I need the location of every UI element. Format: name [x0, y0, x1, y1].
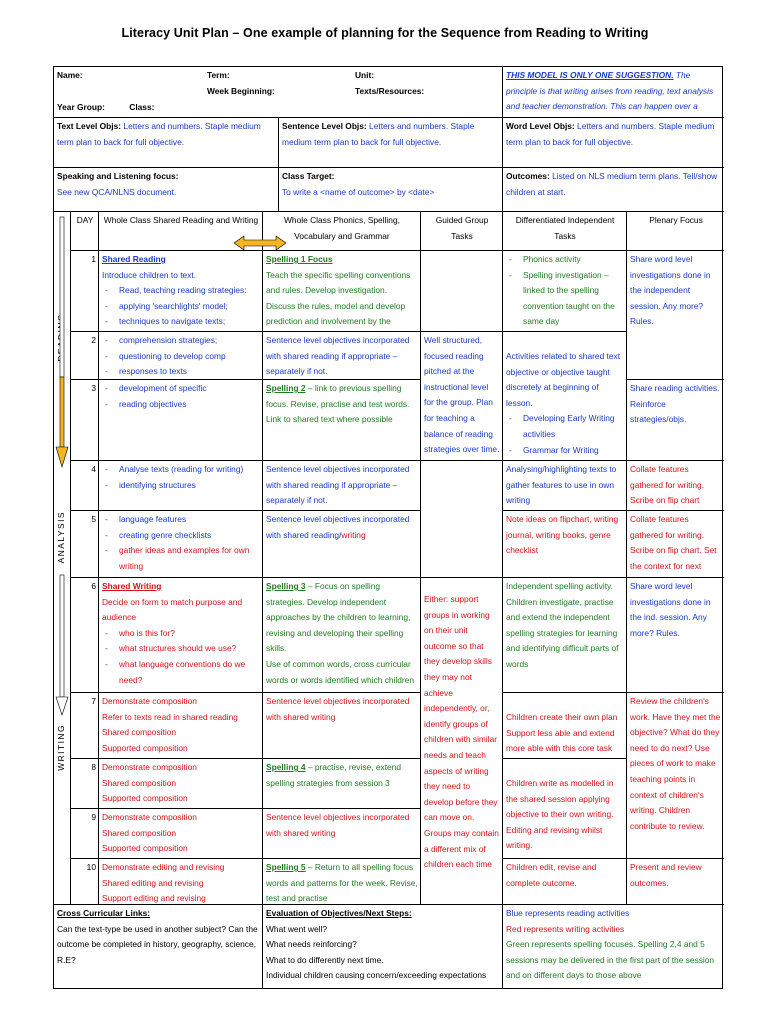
speaking-value: See new QCA/NLNS document. [57, 186, 177, 197]
list-item: - applying 'searchlights' model; [102, 299, 260, 315]
outcomes [502, 167, 724, 211]
list-item: - Read, teaching reading strategies: [102, 283, 260, 299]
spelling-1-title: Spelling 1 Focus [266, 254, 333, 264]
list-item: - Phonics activity [506, 252, 624, 268]
day-4-shared [98, 460, 262, 510]
text-level-label: Text Level Objs: [57, 121, 122, 131]
legend-blue: Blue represents reading activities [506, 908, 630, 918]
day-4-phonics: Sentence level objectives incorporated with shared reading if appropriate – separately if not. [262, 460, 420, 510]
spelling-4-title: Spelling 4 [266, 762, 306, 772]
list-item: - Developing Early Writing activities [506, 411, 624, 442]
spelling-3-title: Spelling 3 [266, 581, 306, 591]
day-2-number: 2 [70, 331, 98, 379]
writing-plenary: Review the children's work. Have they met the objective? What do they need to do next? Use pieces of work to make teaching points in context of children's writing. Children contribute to review. [626, 692, 724, 858]
day-9-shared: Demonstrate composition Shared composition Supported composition [98, 808, 262, 858]
day-3-shared [98, 379, 262, 460]
list-item: - Spelling investigation – linked to the spelling convention taught on the same day [506, 268, 624, 330]
guided-blank-analysis [420, 460, 502, 577]
evaluation-next-steps: Evaluation of Objectives/Next Steps: What went well? What needs reinforcing? What to do differently next time. Individual children causing concern/exceeding expectations [262, 904, 502, 988]
day-4-number: 4 [70, 460, 98, 510]
list-item: - who is this for? [102, 626, 260, 642]
shared-reading-title: Shared Reading [102, 254, 166, 264]
class-label: Class: [129, 102, 155, 112]
unit-field [352, 67, 502, 99]
list-item: - comprehension strategies; [102, 333, 260, 349]
year-group-field [54, 99, 354, 117]
name-label: Name: [57, 70, 83, 80]
sentence-level-value: Letters and numbers. Staple medium term plan to back for full objective. [282, 121, 475, 147]
list-item: - identifying structures [102, 478, 260, 494]
unit-label: Unit: [355, 70, 375, 80]
sentence-level-label: Sentence Level Objs: [282, 121, 367, 131]
day-10-phonics: Spelling 5 – Return to all spelling focus words and patterns for the week. Revise, test and practise [262, 858, 420, 904]
list-item: - responses to texts [102, 364, 260, 379]
day-4-independent: Analysing/highlighting texts to gather features to use in own writing [502, 460, 626, 510]
day-5-phonics: Sentence level objectives incorporated with shared reading/writing [262, 510, 420, 577]
day-1-number: 1 [70, 250, 98, 331]
phase-label-writing: WRITING [56, 723, 67, 771]
day-9-number: 9 [70, 808, 98, 858]
column-header-day: DAY [70, 211, 98, 250]
day-1-shared: Shared Reading Introduce children to text. - Read, teaching reading strategies: - applying 'searchlights' model; - techniques to navigate texts; [98, 250, 262, 331]
guided-writing-tasks: Either: support groups in working on their unit outcome so that they develop skills they may not achieve independently, or, identify groups of children with similar needs and teach aspects of writing they need to develop before they can move on. Groups may contain a different mix of children each time [420, 577, 502, 904]
day-1-2-plenary: Share word level investigations done in the independent session. Any more? Rules. [626, 250, 724, 379]
day-3-number: 3 [70, 379, 98, 460]
page-title: Literacy Unit Plan – One example of planning for the Sequence from Reading to Writing [121, 26, 649, 40]
word-level-value: Letters and numbers. Staple medium term plan to back for full objective. [506, 121, 715, 147]
word-level-label: Word Level Objs: [506, 121, 575, 131]
day-7-shared: Demonstrate composition Refer to texts read in shared reading Shared composition Supported composition [98, 692, 262, 758]
word-level-objectives [502, 117, 724, 167]
speaking-listening-focus [54, 167, 278, 211]
cross-curricular-links: Cross Curricular Links: Can the text-type be used in another subject? Can the outcome be completed in history, geography, science, R.E? [54, 904, 262, 988]
day-5-independent: Note ideas on flipchart, writing journal, writing books, genre checklist [502, 510, 626, 577]
day-7-number: 7 [70, 692, 98, 758]
model-note-text: The principle is that writing arises from reading, text analysis and teacher demonstration. This can happen over a [506, 70, 714, 112]
class-target [278, 167, 502, 211]
reading-down-arrow-icon [56, 217, 68, 467]
year-group-label: Year Group: [57, 102, 105, 112]
term-field [204, 67, 352, 99]
text-level-value: Letters and numbers. Staple medium term plan to back for full objective. [57, 121, 261, 147]
evaluation-title: Evaluation of Objectives/Next Steps: [266, 908, 412, 918]
week-beginning-label: Week Beginning: [207, 85, 275, 96]
spelling-2-title: Spelling 2 [266, 383, 306, 393]
speaking-label: Speaking and Listening focus: [57, 171, 179, 181]
spelling-5-title: Spelling 5 [266, 862, 306, 872]
texts-resources-label: Texts/Resources: [355, 85, 425, 96]
day-6-plenary: Share word level investigations done in the ind. session. Any more? Rules. [626, 577, 724, 692]
shared-writing-title: Shared Writing [102, 581, 162, 591]
phase-label-analysis: ANALYSIS [56, 510, 67, 564]
list-item: - gather ideas and examples for own writing [102, 543, 260, 574]
list-item: - reading objectives [102, 397, 260, 413]
list-item: - what language conventions do we need? [102, 657, 260, 688]
column-header-phonics: Whole Class Phonics, Spelling, Vocabulary and Grammar [262, 211, 420, 250]
day-8-phonics: Spelling 4 – practise, revise, extend spelling strategies from session 3 [262, 758, 420, 808]
model-note [502, 67, 724, 117]
day-2-shared [98, 331, 262, 379]
column-header-shared: Whole Class Shared Reading and Writing [98, 211, 262, 250]
class-target-value: To write a <name of outcome> by <date> [282, 186, 435, 197]
writing-down-arrow-icon [56, 575, 68, 715]
column-header-plenary: Plenary Focus [626, 211, 724, 250]
day-5-number: 5 [70, 510, 98, 577]
outcomes-label: Outcomes: [506, 171, 550, 181]
model-note-lead: THIS MODEL IS ONLY ONE SUGGESTION. [506, 70, 674, 80]
list-item: - development of specific [102, 381, 260, 397]
day-5-plenary: Collate features gathered for writing. Scribe on flip chart. Set the context for next [626, 510, 724, 577]
day-7-independent: Children create their own plan Support less able and extend more able with this core task [502, 692, 626, 758]
day-3-phonics: Spelling 2 – link to previous spelling focus. Revise, practise and test words. Link to shared text where possible [262, 379, 420, 460]
day-6-phonics: Spelling 3 – Focus on spelling strategies. Develop independent approaches by the children to learning, revising and developing their spelling skills. Use of common words, cross curricular words or words identified which children [262, 577, 420, 692]
day-4-plenary: Collate features gathered for writing. Scribe on flip chart [626, 460, 724, 510]
legend-green: Green represents spelling focuses. Spelling 2,4 and 5 sessions may be delivered in the first part of the session and on different days to those above [506, 939, 715, 981]
column-header-independent: Differentiated Independent Tasks [502, 211, 626, 250]
column-header-guided: Guided Group Tasks [420, 211, 502, 250]
colour-legend [502, 904, 724, 988]
day-6-number: 6 [70, 577, 98, 692]
list-item: - creating genre checklists [102, 528, 260, 544]
list-item: - Grammar for Writing [506, 443, 624, 460]
day-2-phonics: Sentence level objectives incorporated with shared reading if appropriate – separately if not. [262, 331, 420, 379]
day-6-shared: Shared Writing Decide on form to match purpose and audience - who is this for? - what structures should we use? - what language conventions do we need? [98, 577, 262, 692]
unit-plan-table [53, 66, 723, 989]
day-10-number: 10 [70, 858, 98, 904]
day-7-phonics: Sentence level objectives incorporated with shared writing [262, 692, 420, 758]
day-8-shared: Demonstrate composition Shared composition Supported composition [98, 758, 262, 808]
day-1-phonics: Spelling 1 Focus Teach the specific spelling conventions and rules. Develop investigation. Discuss the rules, model and develop prediction and involvement by the [262, 250, 420, 331]
day-5-shared [98, 510, 262, 577]
day-3-plenary: Share reading activities. Reinforce strategies/objs. [626, 379, 724, 460]
sentence-level-objectives [278, 117, 502, 167]
list-item: - Analyse texts (reading for writing) [102, 462, 260, 478]
guided-blank-day-1 [420, 250, 502, 331]
double-arrow-icon [234, 236, 286, 250]
outcomes-value: Listed on NLS medium term plans. Tell/show children at start. [506, 171, 718, 197]
day-10-shared: Demonstrate editing and revising Shared editing and revising Support editing and revising [98, 858, 262, 904]
day-8-number: 8 [70, 758, 98, 808]
day-1-independent [502, 250, 626, 331]
day-8-9-independent: Children write as modelled in the shared session applying objective to their own writing. Editing and revising whilst writing. [502, 758, 626, 858]
legend-red: Red represents writing activities [506, 923, 625, 934]
list-item: - techniques to navigate texts; [102, 314, 260, 330]
day-9-phonics: Sentence level objectives incorporated with shared writing [262, 808, 420, 858]
class-target-label: Class Target: [282, 171, 335, 181]
list-item: - what structures should we use? [102, 641, 260, 657]
term-label: Term: [207, 70, 230, 80]
list-item: - language features [102, 512, 260, 528]
day-10-plenary: Present and review outcomes. [626, 858, 724, 904]
day-10-independent: Children edit, revise and complete outcome. [502, 858, 626, 904]
text-level-objectives [54, 117, 278, 167]
cross-curricular-title: Cross Curricular Links: [57, 908, 151, 918]
guided-reading-tasks: Well structured, focused reading pitched at the instructional level for the group. Plan for teaching a balance of reading strategies over time. [420, 331, 502, 460]
reading-independent-tasks: Activities related to shared text objective or objective taught discretely at beginning of lesson. - Developing Early Writing activities - Grammar for Writing [502, 331, 626, 460]
day-6-independent: Independent spelling activity. Children investigate, practise and extend the independent spelling strategies for learning and identifying difficult parts of words [502, 577, 626, 692]
list-item: - questioning to develop comp [102, 349, 260, 365]
